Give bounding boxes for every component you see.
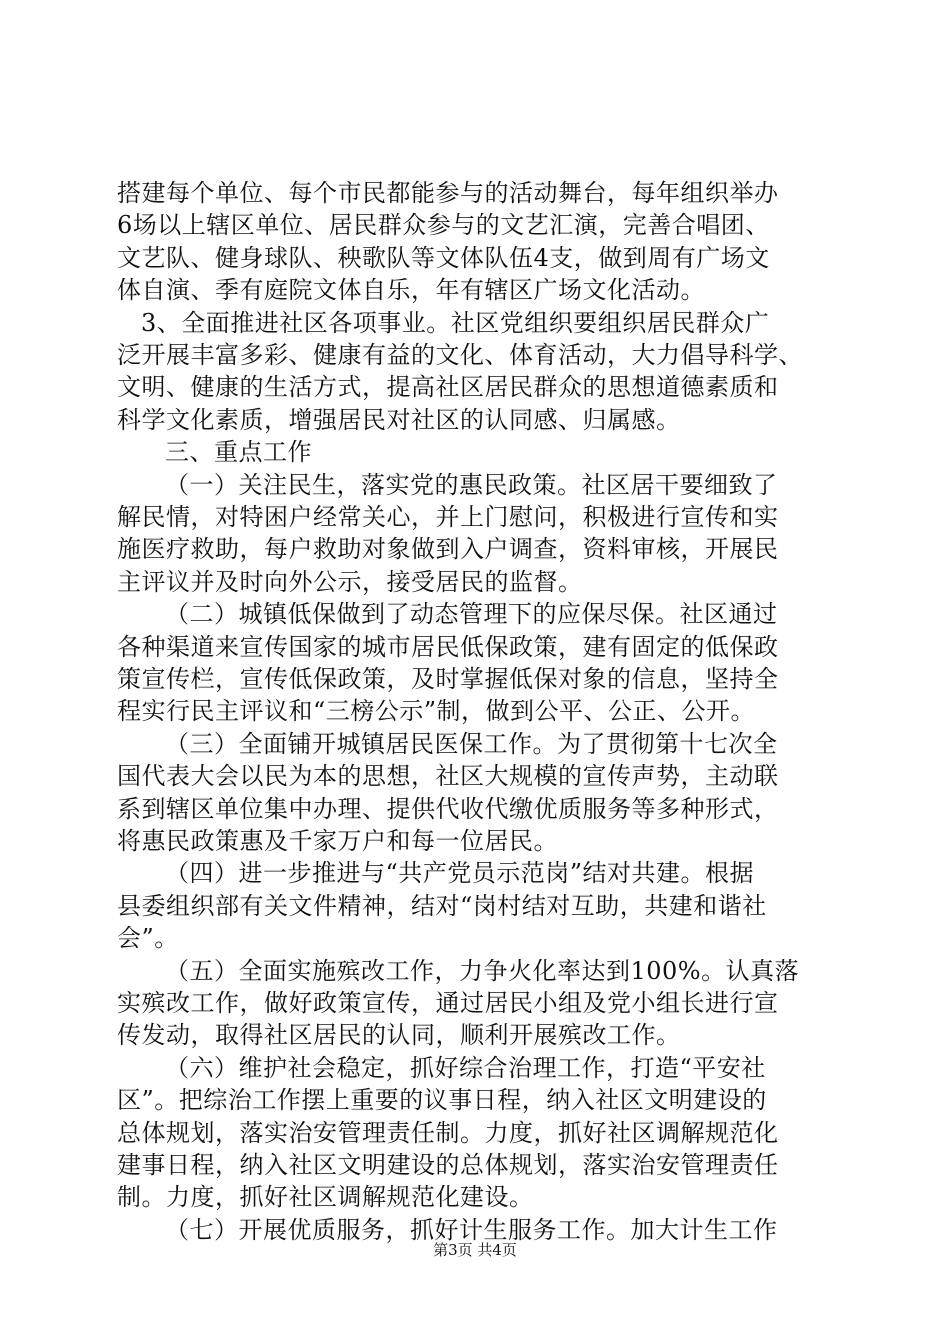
text-line: 实殡改工作，做好政策宣传，通过居民小组及党小组长进行宣 — [117, 989, 779, 1017]
text-line: 策宣传栏，宣传低保政策，及时掌握低保对象的信息，坚持全 — [117, 665, 779, 693]
text-line: 三、重点工作 — [165, 438, 312, 467]
text-line: （二）城镇低保做到了动态管理下的应保尽保。社区通过 — [165, 600, 778, 629]
text-line: 各种渠道来宣传国家的城市居民低保政策，建有固定的低保政 — [117, 632, 779, 661]
text-line: 文艺队、健身球队、秧歌队等文体队伍4支，做到周有广场文 — [117, 243, 770, 272]
text-line: 将惠民政策惠及千家万户和每一位居民。 — [117, 827, 558, 855]
text-line: 程实行民主评议和“三榜公示”制，做到公平、公正、公开。 — [117, 697, 756, 726]
text-line: （五）全面实施殡改工作，力争火化率达到100%。认真落 — [165, 956, 800, 985]
text-line: 系到辖区单位集中办理、提供代收代缴优质服务等多种形式， — [117, 794, 779, 823]
text-line: （六）维护社会稳定，抓好综合治理工作，打造“平安社 — [165, 1053, 766, 1082]
text-line: （七）开展优质服务，抓好计生服务工作。加大计生工作 — [165, 1215, 778, 1244]
text-line: 文明、健康的生活方式，提高社区居民群众的思想道德素质和 — [117, 373, 779, 402]
text-line: 解民情，对特困户经常关心，并上门慰问，积极进行宣传和实 — [117, 503, 779, 531]
text-line: 施医疗救助，每户救助对象做到入户调查，资料审核，开展民 — [117, 535, 779, 564]
text-line: 6场以上辖区单位、居民群众参与的文艺汇演，完善合唱团、 — [117, 211, 770, 240]
text-line: 泛开展丰富多彩、健康有益的文化、体育活动，大力倡导科学、 — [117, 341, 803, 369]
text-line: 区”。把综治工作摆上重要的议事日程，纳入社区文明建设的 — [117, 1086, 767, 1115]
text-line: 制。力度，抓好社区调解规范化建设。 — [117, 1183, 534, 1212]
page-footer: 第3页 共4页 — [433, 1241, 517, 1259]
text-line: 3、全面推进社区各项事业。社区党组织要组织居民群众广 — [141, 308, 770, 337]
text-line: 科学文化素质，增强居民对社区的认同感、归属感。 — [117, 405, 681, 434]
text-line: （三）全面铺开城镇居民医保工作。为了贯彻第十七次全 — [165, 729, 778, 758]
text-line: 总体规划，落实治安管理责任制。力度，抓好社区调解规范化 — [117, 1118, 779, 1147]
text-line: 搭建每个单位、每个市民都能参与的活动舞台，每年组织举办 — [117, 179, 779, 207]
text-line: 国代表大会以民为本的思想，社区大规模的宣传声势，主动联 — [117, 762, 779, 791]
text-line: 传发动，取得社区居民的认同，顺利开展殡改工作。 — [117, 1021, 681, 1050]
text-line: 主评议并及时向外公示，接受居民的监督。 — [117, 567, 583, 596]
text-line: （四）进一步推进与“共产党员示范岗”结对共建。根据 — [165, 859, 755, 888]
text-line: （一）关注民生，落实党的惠民政策。社区居干要细致了 — [165, 470, 778, 499]
text-line: 体自演、季有庭院文体自乐，年有辖区广场文化活动。 — [117, 276, 705, 305]
text-line: 建事日程，纳入社区文明建设的总体规划，落实治安管理责任 — [117, 1151, 779, 1179]
text-line: 县委组织部有关文件精神，结对“岗村结对互助，共建和谐社 — [117, 891, 767, 920]
text-line: 会”。 — [117, 924, 179, 953]
